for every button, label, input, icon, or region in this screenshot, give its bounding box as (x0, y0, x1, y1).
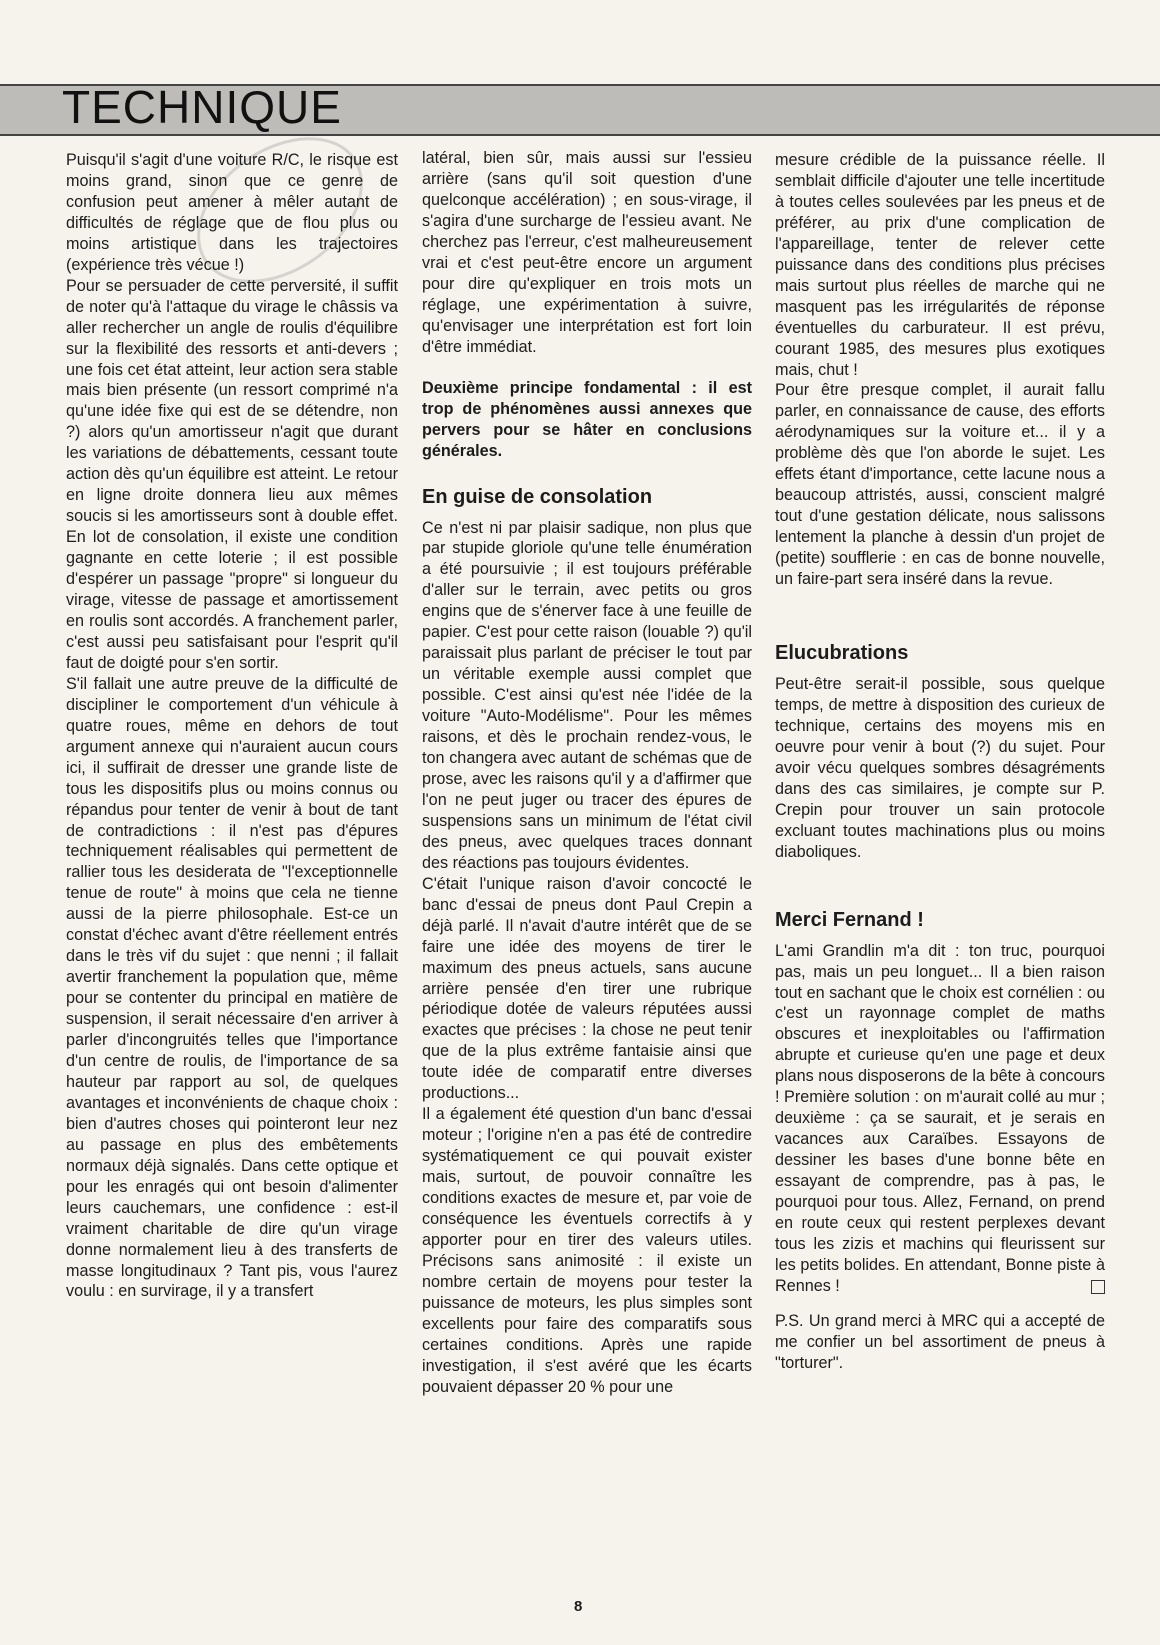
column-1 (66, 150, 398, 1302)
paragraph: mesure crédible de la puissance réelle. Il semblait difficile d'ajouter une telle incertitude à toutes celles soulevées par les pneus et de préférer, au prix d'une complication de l'appareillage, tenter de relever cette puissance dans des conditions plus précises mais surtout plus réelles de marche qui ne masquent pas les irrégularités de réponse éventuelles du carburateur. Il est prévu, courant 1985, des mesures plus exotiques mais, chut ! (775, 151, 1105, 379)
section-title: TECHNIQUE (62, 81, 342, 133)
paragraph: C'était l'unique raison d'avoir concocté le banc d'essai de pneus dont Paul Crepin a déjà parlé. Il n'avait d'autre intérêt que de se faire une idée des moyens de tirer le maximum des pneus actuels, sans aucune arrière pensée d'en tirer une rubrique périodique dotée de valeurs réputées aussi exactes que précises : la chose ne peut tenir que de la plus extrême fantaisie ainsi que toute idée de comparatif entre diverses productions... (422, 874, 752, 1103)
paragraph (775, 941, 1105, 1297)
paragraph: Peut-être serait-il possible, sous quelque temps, de mettre à disposition des curieux de technique, certains des moyens mis en oeuvre pour venir à bout (?) du sujet. Pour avoir vécu quelques sombres désagréments dans des cas similaires, je compte sur P. Crepin pour trouver un sain protocole excluant toutes machinations plus ou moins diaboliques. (775, 675, 1105, 861)
column-3 (775, 150, 1105, 1374)
paragraph: Ce n'est ni par plaisir sadique, non plus que par stupide gloriole qu'une telle énumération a été poursuivie ; il est toujours préférable d'aller sur le terrain, avec petits ou gros engins que de s'énerver face à une feuille de papier. C'est pour cette raison (louable ?) qu'il paraissait plus parlant de préciser le tout par un véritable exemple aussi complet que possible. C'est ainsi qu'est née l'idée de la voiture "Auto-Modélisme". Pour les mêmes raisons, et dès le prochain rendez-vous, le ton changera avec autant de schémas que de prose, avec les raisons qu'il y a d'affirmer que l'on ne peut juger ou tracer des épures de suspensions sans un minimum de l'état civil des pneus, avec quelques traces donnant des réactions pas toujours évidentes. (422, 518, 752, 872)
column-2 (422, 148, 752, 1398)
paragraph: Pour être presque complet, il aurait fallu parler, en connaissance de cause, des efforts aérodynamiques sur la voiture et... il y a problème dès que l'on aborde le sujet. Les effets étant d'importance, cette lacune nous a beaucoup attristés, aussi, conscient malgré tout d'une gestation délicate, nous salissons lentement la planche à dessin d'un projet de (petite) soufflerie : en cas de bonne nouvelle, un faire-part sera inséré dans la revue. (775, 381, 1105, 589)
principle-statement: Deuxième principe fondamental : il est trop de phénomènes aussi annexes que pervers pour se hâter en conclusions générales. (422, 378, 752, 460)
paragraph: Il a également été question d'un banc d'essai moteur ; l'origine n'en a pas été de contredire systématiquement ce qui pouvait exister mais, surtout, de pouvoir connaître les conditions exactes de mesure et, par voie de conséquence les éventuels correctifs à y apporter pour en tirer des valeurs utiles. Précisons sans animosité : il existe un nombre certain de moyens pour tester la puissance de moteurs, les plus simples sont excellents pour faire des comparatifs sous certaines conditions. Après une rapide investigation, il s'est avéré que les écarts pouvaient dépasser 20 % pour une (422, 1105, 752, 1396)
end-mark-icon (1091, 1280, 1105, 1294)
heading-elucubrations: Elucubrations (775, 642, 909, 665)
postscript: P.S. Un grand merci à MRC qui a accepté de me confier un bel assortiment de pneus à "torturer". (775, 1311, 1105, 1372)
heading-consolation: En guise de consolation (422, 485, 653, 508)
merci-text: L'ami Grandlin m'a dit : ton truc, pourquoi pas, mais un peu longuet... Il a bien raison tout en sachant que le choix est cornélien : ou c'est un rayonnage complet de maths obscures et inexploitables ou l'affirmation abrupte et curieuse qu'en une page et deux plans nous disposerons de la bête à concours ! Première solution : on m'aurait collé au mur ; deuxième : ça se saurait, et je serais en vacances aux Caraïbes. Essayons de dessiner les bases d'une bonne bête en essayant de comprendre, pas à pas, le pourquoi pour tous. Allez, Fernand, on prend en route ceux qui restent perplexes devant tous les zizis et machins qui fleurissent sur les petits bolides. En attendant, Bonne piste à Rennes ! (775, 941, 1105, 1295)
paragraph: latéral, bien sûr, mais aussi sur l'essieu arrière (sans qu'il soit question d'une quelconque accélération) ; en sous-virage, il s'agira d'une surcharge de l'essieu avant. Ne cherchez pas l'erreur, c'est malheureusement vrai et c'est peut-être encore un argument pour dire qu'expliquer en trois mots un réglage, une expérimentation à suivre, qu'envisager une interprétation est fort loin d'être immédiat. (422, 149, 752, 356)
heading-merci-fernand: Merci Fernand ! (775, 908, 924, 931)
page-number: 8 (574, 1598, 583, 1615)
paragraph: Pour se persuader de cette perversité, il suffit de noter qu'à l'attaque du virage le châssis va aller rechercher un angle de roulis d'équilibre sur la flexibilité des ressorts et anti-devers ; une fois cet état atteint, leur action sera stable mais bien présente (un ressort comprimé n'a qu'une idée fixe qui est de se détendre, non ?) alors qu'un amortisseur n'agit que durant les variations de débattements, cessant toute action dès qu'un équilibre est atteint. Le retour en ligne droite donnera lieu aux mêmes soucis si les amortisseurs sont à double effet. En lot de consolation, il existe une condition gagnante en cette loterie ; il est possible d'espérer un passage "propre" si longueur du virage, vitesse de passage et amortissement en roulis sont accordés. A franchement parler, c'est aussi peu satisfaisant pour l'esprit qu'il faut de doigté pour s'en sortir. (66, 276, 398, 672)
paragraph: S'il fallait une autre preuve de la difficulté de discipliner le comportement d'un véhicule à quatre roues, même en dehors de tout argument annexe qui n'auraient aucun cours ici, il suffirait de dresser une grande liste de tous les dispositifs plus ou moins connus ou répandus pour tenter de venir à bout de tant de contradictions : il n'est pas d'épures techniquement réalisables qui permettent de rallier tous les desiderata de "l'exceptionnelle tenue de route" à moins que cela ne tienne aussi de la pierre philosophale. Est-ce un constat d'échec avant d'être réellement entrés dans le très vif du sujet : que nenni ; il fallait avertir franchement la population que, même pour se contenter du principal en matière de suspension, il serait nécessaire d'en arriver à parler d'incongruités telles que l'importance d'un centre de roulis, de l'importance de sa hauteur par rapport au sol, de quelques avantages et inconvénients de chaque choix : bien d'autres choses qui pointeront leur nez au passage en plus des embêtements normaux déjà signalés. Dans cette optique et pour les enragés qui ont besoin d'alimenter leurs cauchemars, une confidence : est-il vraiment charitable de dire qu'un virage donne normalement lieu à des transferts de masse longitudinaux ? Tant pis, vous l'aurez voulu : en survirage, il y a transfert (66, 674, 398, 1301)
paragraph: Puisqu'il s'agit d'une voiture R/C, le risque est moins grand, sinon que ce genre de confusion peut amener à mêler autant de difficultés de réglage que de flou plus ou moins artistique dans les trajectoires (expérience très vécue !) (66, 151, 398, 274)
